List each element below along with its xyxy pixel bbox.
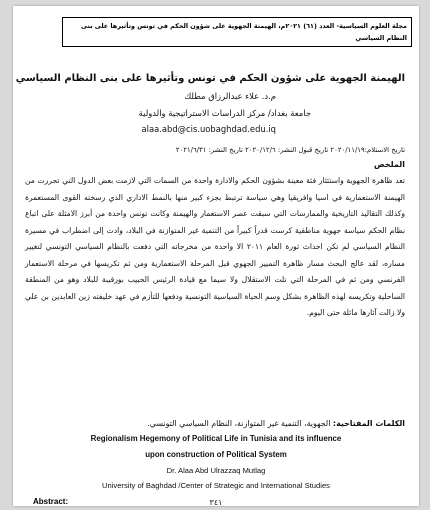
affiliation-arabic: جامعة بغداد/ مركز الدراسات الاستراتيجية والدولية	[138, 108, 311, 118]
author-arabic: م.د. علاء عبدالرزاق مطلك	[184, 91, 276, 101]
abstract-text-arabic: تعد ظاهرة الجهوية واستئثار فئة معينة بشؤون الحكم والادارة واحدة من السمات التي لازمت بعض الدول التي تحررت من الهيمنة الاستعمارية في اسيا وافريقيا وهي سياسة ترتبط بجزء كبير منها بالنمط الاداري الذي رسخته القوى المستعمرة وكذلك التقاليد التاريخية والممارسات التي سبقت عصر الاستعمار والهيمنة وكانت تونس واحدة من أبرز الامثلة على اتباع نظام الحكم سياسة جهوية مناطقية كرست قدراً كبيراً من التنمية غير المتوازنة في البلاد، وادت إلى اضطراب في مسيرة النظام السياسي لم تكن احداث ثورة العام ٢٠١١ الا واحدة من مخرجاته التي دفعت بالنظام السياسي التونسي لتغيير مساره، لقد عالج البحث مسار ظاهرة التمييز الجهوي قبل المرحلة الاستعمارية ومن ثم تكريسها في مرحلة الاستعمار الفرنسي ومن ثم في المرحلة التي تلت الاستقلال ولا سيما مع قيادة الرئيس الحبيب بورقيبة للبلاد وهو من المنطقة الساحلية وتكريسه لهذه الظاهرة بشكل وسم الحياة السياسية التونسية ودفعها للتأزم في عهد خليفته زين العابدين بن علي ولا زالت آثارها ماثلة حتى اليوم.	[25, 176, 406, 317]
keywords-label-arabic: الكلمات المفتاحية:	[332, 419, 405, 428]
title-english-line1: Regionalism Hegemony of Political Life in Tunisia and its influence	[90, 434, 342, 443]
journal-header: مجلة العلوم السياسية- العدد (٦١) ٢٠٢١م، الهيمنة الجهوية على شؤون الحكم في تونس وتأثيرها على بنى النظام السياسي	[81, 22, 407, 42]
journal-header-box	[62, 17, 412, 47]
abstract-label-arabic: الملخص	[373, 160, 405, 169]
title-arabic: الهيمنة الجهوية على شؤون الحكم في تونس وتأثيرها على بنى النظام السياسي	[15, 73, 405, 84]
author-email[interactable]: alaa.abd@cis.uobaghdad.edu.iq	[141, 124, 276, 134]
affiliation-english: University of Baghdad /Center of Strategic and International Studies	[102, 481, 330, 490]
document-page	[13, 6, 419, 506]
author-english: Dr. Alaa Abd Ulrazzaq Mutlag	[166, 466, 266, 475]
page-number: ٣٤١	[209, 498, 223, 506]
abstract-arabic	[25, 173, 405, 322]
publication-dates: تاريخ الاستلام:٢٠٢٠/١١/١٩ تاريخ قبول النشر: ٢٠٢٠/١٢/٦ تاريخ النشر: ٢٠٢١/٦/٣١	[175, 146, 405, 154]
keywords-arabic	[147, 419, 405, 428]
title-english-line2: upon construction of Political System	[145, 450, 287, 459]
abstract-label-english: Abstract:	[33, 497, 69, 506]
keywords-text-arabic: الجهوية، التنمية غير المتوازنة، النظام السياسي التونسي.	[147, 419, 331, 428]
